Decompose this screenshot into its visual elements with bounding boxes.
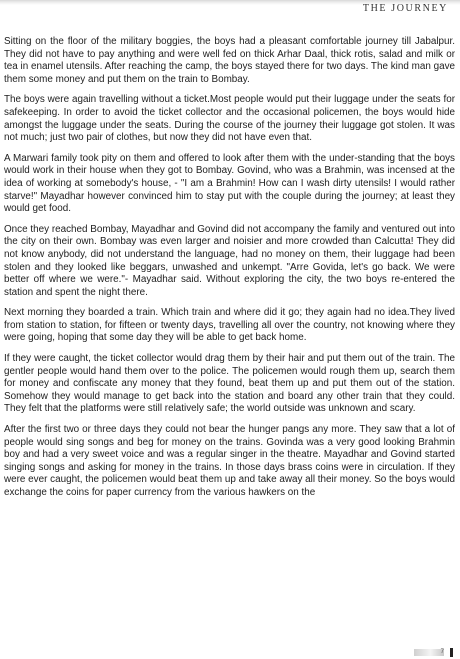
paragraph: Sitting on the floor of the military boggies, the boys had a pleasant comfortable journey till Jabalpur. They did not have to pay anything and were well fed on thick Arhar Daal, thick rotis, salad and milk or tea in enamel utensils. After reaching the camp, the boys stayed there for two days. The kind man gave them some money and put them on the train to Bombay. xyxy=(4,36,455,85)
body-text xyxy=(4,36,455,508)
paragraph: Next morning they boarded a train. Which train and where did it go; they again had no idea.They lived from station to station, for fifteen or twenty days, travelling all over the country, not knowing where they were going, hoping that some day they will be able to get back home. xyxy=(4,307,455,344)
paragraph: The boys were again travelling without a ticket.Most people would put their luggage under the seats for safekeeping. In order to avoid the ticket collector and the occasional policemen, the boys would hide amongst the luggage under the seats. During the course of the journey their luggage got stolen. It was not much; just two pair of clothes, but now they did not have even that. xyxy=(4,94,455,144)
paragraph: Once they reached Bombay, Mayadhar and Govind did not accompany the family and ventured out into the city on their own. Bombay was even larger and noisier and more crowded than Calcutta! They did not know anybody, did not understand the language, had no money on them, their luggage had been stolen and they looked like beggars, unwashed and unkempt. "Arre Govida, let's go back. We were better off where we were."- Mayadhar said. Without exploring the city, the two boys re-entered the station and spent the night there. xyxy=(4,223,455,298)
paragraph: After the first two or three days they could not bear the hunger pangs any more. They saw that a lot of people would sing songs and beg for money on the trains. Govinda was a very good looking Brahmin boy and had a very sweet voice and was a regular singer in the theatre. Mayadhar and Govind started singing songs and asking for money in the trains. In those days brass coins were in circulation. If they were ever caught, the policemen would beat them up and take away all their money. So the boys would exchange the coins for paper currency from the various hawkers on the xyxy=(4,424,455,498)
page-number: 7 xyxy=(414,649,444,656)
footer-mark xyxy=(450,648,453,657)
paragraph: If they were caught, the ticket collector would drag them by their hair and put them out of the train. The gentler people would hand them over to the police. The policemen would rough them up, search them for money and confiscate any money that they found, beat them up and put them out of the station. Somehow they would manage to get back into the station and board any other train that they could. They felt that the platforms were still relatively safe; the world outside was unknown and scary. xyxy=(4,353,455,415)
paragraph: A Marwari family took pity on them and offered to look after them with the under-standing that the boys would work in their house when they got to Bombay. Govind, who was a Brahmin, was incensed at the idea of working at somebody's house, - "I am a Brahmin! How can I wash dirty utensils! I would rather starve!" Mayadhar however convinced him to stay put with the couple during the journey; at least they would get food. xyxy=(4,152,455,215)
running-head: THE JOURNEY xyxy=(362,3,448,14)
page-footer xyxy=(0,645,460,659)
